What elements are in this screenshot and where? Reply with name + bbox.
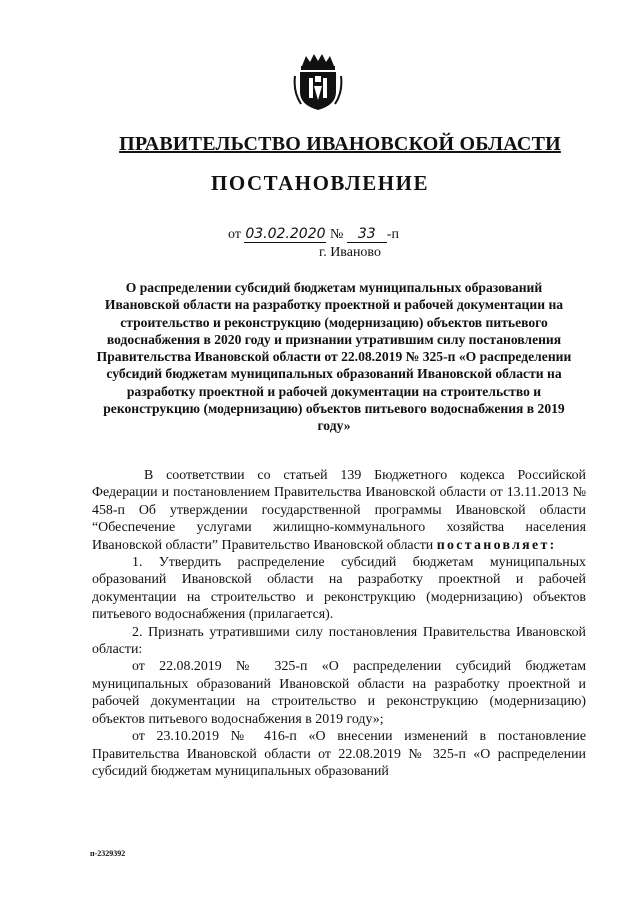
item-1: 1. Утвердить распределение субсидий бюджетам муниципальных образований Ивановской области на разработку проектной и рабочей документации на строительство и реконструкцию (модернизацию) объектов питьевого водоснабжения (прилагается). (92, 555, 586, 623)
sub-item-2: от 23.10.2019 № 416-п «О внесении изменений в постановление Правительства Ивановской области от 22.08.2019 № 325-п «О распределении субсидий бюджетам муниципальных образований (92, 729, 586, 779)
document-title: О распределении субсидий бюджетам муниципальных образований Ивановской области на разработку проектной и рабочей документации на строительство и реконструкцию (модернизацию) объектов питьевого водоснабжения в 2020 году и признании утратившим силу постановления Правительства Ивановской области от 22.08.2019 № 325-п «О распределении субсидий бюджетам муниципальных образований Ивановской области на разработку проектной и рабочей документации на строительство и реконструкцию (модернизацию) объектов питьевого водоснабжения в 2019 году» (96, 280, 572, 434)
decree-word: постановляет: (436, 537, 557, 553)
number-value: 33 (347, 226, 387, 243)
date-value: 03.02.2020 (245, 226, 326, 242)
footer-code: п-2329392 (90, 849, 126, 858)
number-suffix: -п (386, 227, 399, 242)
preamble-text: В соответствии со статьей 139 Бюджетного кодекса Российской Федерации и постановлением Правительства Ивановской области от 13.11.2013 № 458-п Об утверждении государственной программы Ивановской области “Обеспечение услугами жилищно-коммунального хозяйства населения Ивановской области” Правительство Ивановской области (92, 468, 586, 553)
preamble-paragraph (92, 467, 586, 554)
document-body (92, 467, 586, 780)
date-prefix: от (228, 227, 241, 242)
city: г. Иваново (319, 245, 381, 260)
ivanovo-coat-of-arms-icon (293, 52, 343, 112)
document-type: ПОСТАНОВЛЕНИЕ (211, 171, 429, 195)
sub-item-1: от 22.08.2019 № 325-п «О распределении субсидий бюджетам муниципальных образований Ивановской области на разработку проектной и рабочей документации на строительство и реконструкцию (модернизацию) объектов питьевого водоснабжения в 2019 году»; (92, 659, 586, 727)
registration-line (228, 226, 399, 243)
item-2: 2. Признать утратившими силу постановления Правительства Ивановской области: (92, 624, 586, 658)
number-sign: № (329, 227, 344, 242)
organization-title: ПРАВИТЕЛЬСТВО ИВАНОВСКОЙ ОБЛАСТИ (119, 133, 561, 155)
